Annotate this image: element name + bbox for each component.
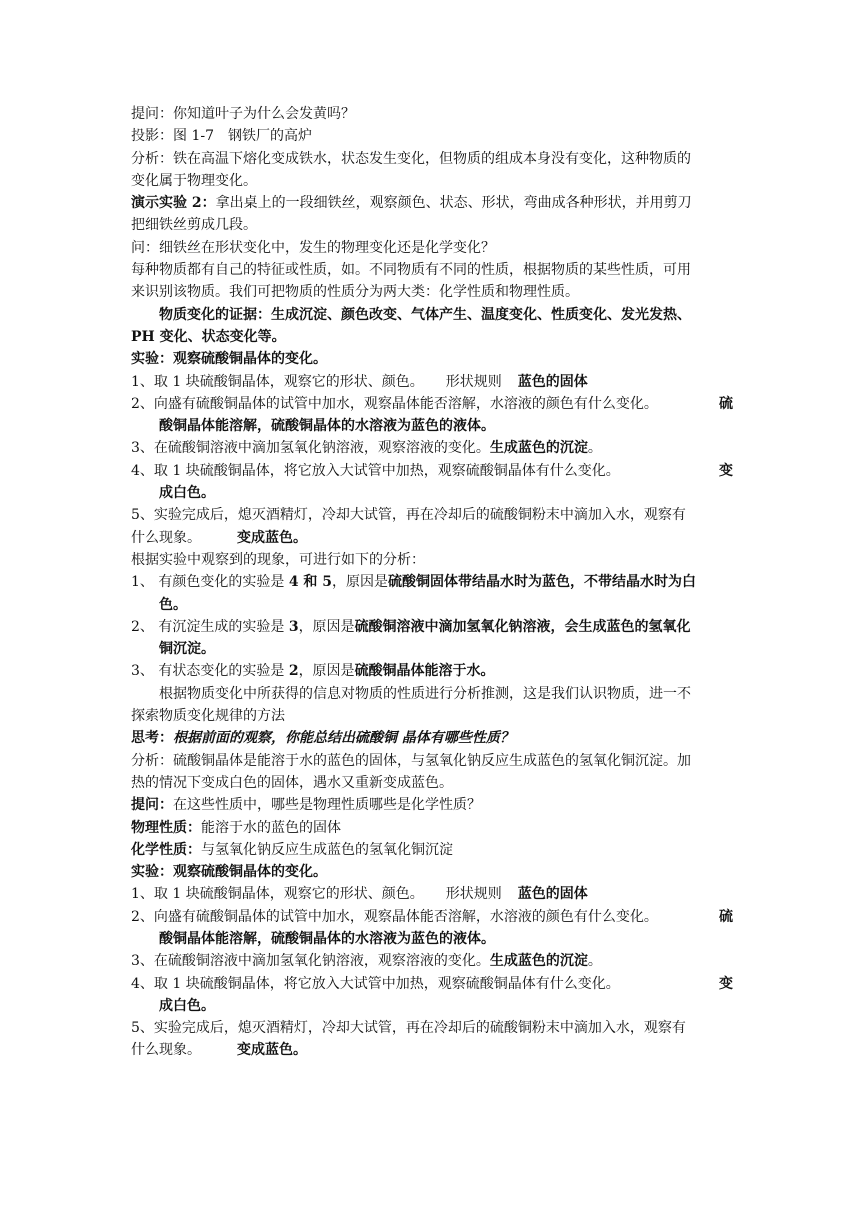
document-page [131,103,733,1062]
exp1-step-3 [131,437,733,459]
demo-text-2: 把细铁丝剪成几段。 [131,217,257,234]
question-text: 提问：你知道叶子为什么会发黄吗？ [131,106,355,122]
step-1-answer: 蓝色的固体 [517,886,588,903]
property-text-2: 来识别该物质。我们可把物质的性质分为两大类：化学性质和物理性质。 [131,284,579,301]
item-2-reason-label: ，原因是 [298,618,355,635]
step-1-text: 1、取 1 块硫酸铜晶体，观察它的形状、颜色。 [131,373,424,390]
item-3-reason: 硫酸铜晶体能溶于水。 [354,663,495,680]
item-1-reason-cont: 色。 [159,596,187,613]
exp1-step-5 [131,504,733,526]
experiment-title-2 [131,861,733,883]
method-text-1: 根据物质变化中所获得的信息对物质的性质进行分析推测，这是我们认识物质，进一不 [159,685,691,702]
exp2-step-5-cont [131,1039,733,1061]
analysis-intro-text: 根据实验中观察到的现象，可进行如下的分析： [131,551,425,568]
evidence-line-2 [131,326,733,348]
step-3-answer: 生成蓝色的沉淀 [489,953,588,970]
exp2-step-2 [131,906,733,928]
method-text-2: 探索物质变化规律的方法 [131,708,285,725]
analysis-item-1 [131,571,733,593]
method-line-2 [131,705,733,727]
step-1-text: 1、取 1 块硫酸铜晶体，观察它的形状、颜色。 [131,886,424,903]
step-3-period: 。 [587,440,602,457]
property-text-1: 每种物质都有自己的特征或性质，如。不同物质有不同的性质，根据物质的某些性质，可用 [131,262,691,279]
chemical-property-text: 与氢氧化钠反应生成蓝色的氢氧化铜沉淀 [201,841,453,858]
item-1-prefix: 1、 有颜色变化的实验是 [131,574,289,591]
analysis-text-1: 分析：铁在高温下熔化变成铁水，状态发生变化，但物质的组成本身没有变化，这种物质的 [131,150,691,167]
exp2-step-4 [131,973,733,995]
analysis-intro [131,549,733,571]
method-line-1 [131,683,733,705]
step-4-text: 4、取 1 块硫酸铜晶体，将它放入大试管中加热，观察硫酸铜晶体有什么变化。 [131,975,620,992]
analysis2-text-2: 热的情况下变成白色的固体，遇水又重新变成蓝色。 [131,774,453,791]
item-3-experiments: 2 [288,663,299,680]
step-4-answer-start: 变 [719,462,733,479]
chemical-property-line [131,839,733,861]
evidence-text-2: PH 变化、状态变化等。 [131,328,286,345]
exp1-step-4 [131,460,733,482]
experiment-title-1 [131,348,733,370]
step-2-answer-start: 硫 [719,908,733,925]
exp1-step-1 [131,371,733,393]
step-3-text: 3、在硫酸铜溶液中滴加氢氧化钠溶液，观察溶液的变化。 [131,953,490,970]
demo-label: 演示实验 2： [131,195,216,212]
step-4-answer-start: 变 [719,975,733,992]
experiment-title-text: 实验：观察硫酸铜晶体的变化。 [131,351,327,368]
step-1-shape: 形状规则 [445,886,502,903]
analysis-text-2: 变化属于物理变化。 [131,172,257,189]
analysis-item-2 [131,616,733,638]
step-5-answer: 变成蓝色。 [237,1042,307,1059]
analysis-line-2 [131,170,733,192]
think-text: 根据前面的观察，你能总结出硫酸铜 晶体有哪些性质？ [173,730,514,747]
projection-text: 投影：图 1-7 钢铁厂的高炉 [131,128,312,145]
step-5-text-2: 什么现象。 [131,529,201,546]
ask-label: 提问： [131,797,173,814]
item-1-reason: 硫酸铜固体带结晶水时为蓝色，不带结晶水时为白 [388,574,697,591]
step-1-answer: 蓝色的固体 [517,373,588,390]
item-2-reason-cont: 铜沉淀。 [159,641,215,658]
analysis2-line-1 [131,750,733,772]
item-1-reason-label: ，原因是 [332,574,389,591]
exp2-step-5 [131,1017,733,1039]
analysis-item-2-cont [131,638,733,660]
item-3-prefix: 3、 有状态变化的实验是 [131,663,289,680]
property-line-2 [131,281,733,303]
exp1-step-2-answer [131,415,733,437]
step-4-answer: 成白色。 [159,485,215,502]
think-line [131,727,733,749]
physical-property-text: 能溶于水的蓝色的固体 [201,819,341,836]
property-line-1 [131,259,733,281]
ask-line [131,794,733,816]
item-3-reason-label: ，原因是 [298,663,355,680]
evidence-line-1 [131,304,733,326]
projection-line [131,125,733,147]
item-1-experiments: 4 和 5 [288,574,333,591]
analysis2-text-1: 分析：硫酸铜晶体是能溶于水的蓝色的固体，与氢氧化钠反应生成蓝色的氢氧化铜沉淀。加 [131,752,691,769]
analysis-item-3 [131,660,733,682]
think-label: 思考： [131,730,173,747]
step-1-shape: 形状规则 [445,373,502,390]
step-5-text: 5、实验完成后，熄灭酒精灯，冷却大试管，再在冷却后的硫酸铜粉末中滴加入水，观察有 [131,507,686,524]
chemical-property-label: 化学性质： [131,841,201,858]
step-2-text: 2、向盛有硫酸铜晶体的试管中加水，观察晶体能否溶解，水溶液的颜色有什么变化。 [131,908,658,925]
physical-property-label: 物理性质： [131,819,201,836]
ask-text: 在这些性质中，哪些是物理性质哪些是化学性质？ [173,797,481,814]
exp2-step-1 [131,883,733,905]
demo-line-1 [131,192,733,214]
analysis-line-1 [131,148,733,170]
item-2-prefix: 2、 有沉淀生成的实验是 [131,618,289,635]
evidence-text-1: 物质变化的证据：生成沉淀、颜色改变、气体产生、温度变化、性质变化、发光发热、 [159,306,691,323]
experiment-title-text: 实验：观察硫酸铜晶体的变化。 [131,864,327,881]
analysis2-line-2 [131,772,733,794]
step-2-text: 2、向盛有硫酸铜晶体的试管中加水，观察晶体能否溶解，水溶液的颜色有什么变化。 [131,395,658,412]
exp2-step-4-answer [131,995,733,1017]
question-line [131,103,733,125]
step-3-period: 。 [587,953,602,970]
exp1-step-2 [131,393,733,415]
step-3-text: 3、在硫酸铜溶液中滴加氢氧化钠溶液，观察溶液的变化。 [131,440,490,457]
step-4-answer: 成白色。 [159,997,215,1014]
item-2-reason: 硫酸铜溶液中滴加氢氧化钠溶液，会生成蓝色的氢氧化 [354,618,691,635]
exp2-step-2-answer [131,928,733,950]
step-2-answer: 酸铜晶体能溶解，硫酸铜晶体的水溶液为蓝色的液体。 [159,930,495,947]
step-5-answer: 变成蓝色。 [237,529,307,546]
exp1-step-5-cont [131,527,733,549]
item-2-experiments: 3 [288,618,299,635]
step-4-text: 4、取 1 块硫酸铜晶体，将它放入大试管中加热，观察硫酸铜晶体有什么变化。 [131,462,620,479]
step-5-text-2: 什么现象。 [131,1042,201,1059]
exp2-step-3 [131,950,733,972]
step-2-answer-start: 硫 [719,395,733,412]
step-3-answer: 生成蓝色的沉淀 [489,440,588,457]
exp1-step-4-answer [131,482,733,504]
physical-property-line [131,817,733,839]
analysis-item-1-cont [131,594,733,616]
demo-text-1: 拿出桌上的一段细铁丝，观察颜色、状态、形状，弯曲成各种形状，并用剪刀 [215,195,692,212]
demo-line-2 [131,214,733,236]
step-2-answer: 酸铜晶体能溶解，硫酸铜晶体的水溶液为蓝色的液体。 [159,418,495,435]
wire-question-line [131,237,733,259]
step-5-text: 5、实验完成后，熄灭酒精灯，冷却大试管，再在冷却后的硫酸铜粉末中滴加入水，观察有 [131,1020,686,1037]
wire-question-text: 问：细铁丝在形状变化中，发生的物理变化还是化学变化？ [131,239,495,256]
